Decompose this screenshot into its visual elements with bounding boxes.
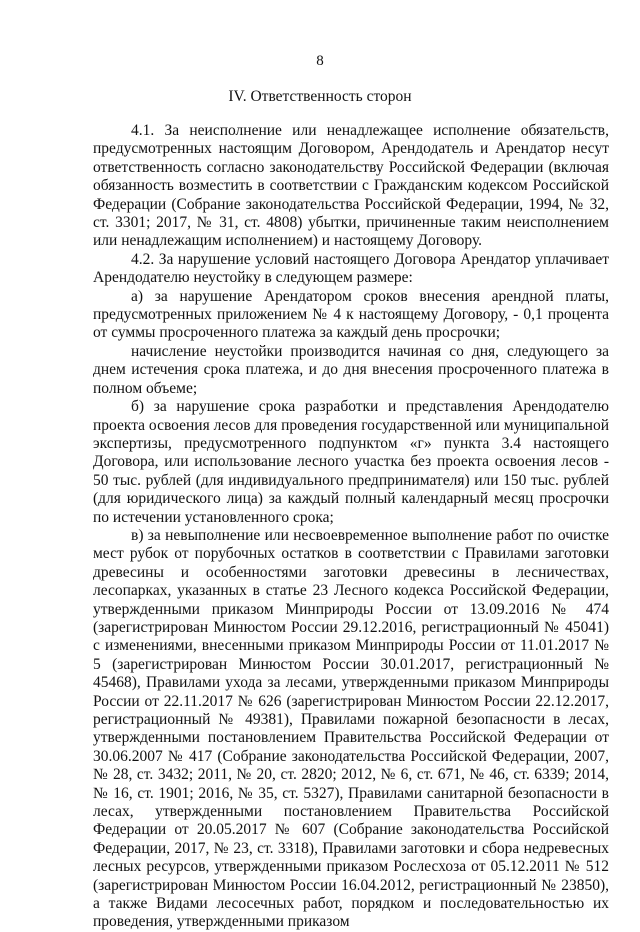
paragraph-4-2: 4.2. За нарушение условий настоящего Договора Арендатор уплачивает Арендодателю неустойку в следующем размере: [93, 250, 609, 287]
document-body [93, 122, 609, 932]
paragraph-penalty-accrual: начисление неустойки производится начиная со дня, следующего за днем истечения срока платежа, и до дня внесения просроченного платежа в полном объеме; [93, 342, 609, 397]
paragraph-4-2-b: б) за нарушение срока разработки и представления Арендодателю проекта освоения лесов для проведения государственной или муниципальной экспертизы, предусмотренного подпунктом «г» пункта 3.4 настоящего Договора, или использование лесного участка без проекта освоения лесов - 50 тыс. рублей (для индивидуального предпринимателя) или 150 тыс. рублей (для юридического лица) за каждый полный календарный месяц просрочки по истечении установленного срока; [93, 398, 609, 526]
paragraph-4-2-a: а) за нарушение Арендатором сроков внесения арендной платы, предусмотренных приложением № 4 к настоящему Договору, - 0,1 процента от суммы просроченного платежа за каждый день просрочки; [93, 287, 609, 342]
paragraph-4-2-v: в) за невыполнение или несвоевременное выполнение работ по очистке мест рубок от порубочных остатков в соответствии с Правилами заготовки древесины и особенностями заготовки древесины в лесничествах, лесопарках, указанных в статье 23 Лесного кодекса Российской Федерации, утвержденными приказом Минприроды России от 13.09.2016 № 474 (зарегистрирован Минюстом России 29.12.2016, регистрационный № 45041) с изменениями, внесенными приказом Минприроды России от 11.01.2017 № 5 (зарегистрирован Минюстом России 30.01.2017, регистрационный № 45468), Правилами ухода за лесами, утвержденными приказом Минприроды России от 22.11.2017 № 626 (зарегистрирован Минюстом России 22.12.2017, регистрационный № 49381), Правилами пожарной безопасности в лесах, утвержденными постановлением Правительства Российской Федерации от 30.06.2007 № 417 (Собрание законодательства Российской Федерации, 2007, № 28, ст. 3432; 2011, № 20, ст. 2820; 2012, № 6, ст. 671, № 46, ст. 6339; 2014, № 16, ст. 1901; 2016, № 35, ст. 5327), Правилами санитарной безопасности в лесах, утвержденными постановлением Правительства Российской Федерации от 20.05.2017 № 607 (Собрание законодательства Российской Федерации, 2017, № 23, ст. 3318), Правилами заготовки и сбора недревесных лесных ресурсов, утвержденными приказом Рослесхоза от 05.12.2011 № 512 (зарегистрирован Минюстом России 16.04.2012, регистрационный № 23850), а также Видами лесосечных работ, порядком и последовательностью их проведения, утвержденными приказом [93, 526, 609, 931]
section-title: IV. Ответственность сторон [228, 88, 412, 105]
page-number: 8 [316, 53, 324, 69]
paragraph-4-1: 4.1. За неисполнение или ненадлежащее исполнение обязательств, предусмотренных настоящим Договором, Арендодатель и Арендатор несут ответственность согласно законодательству Российской Федерации (включая обязанность возместить в соответствии с Гражданским кодексом Российской Федерации (Собрание законодательства Российской Федерации, 1994, № 32, ст. 3301; 2017, № 31, ст. 4808) убытки, причиненные таким неисполнением или ненадлежащим исполнением) и настоящему Договору. [93, 122, 609, 250]
